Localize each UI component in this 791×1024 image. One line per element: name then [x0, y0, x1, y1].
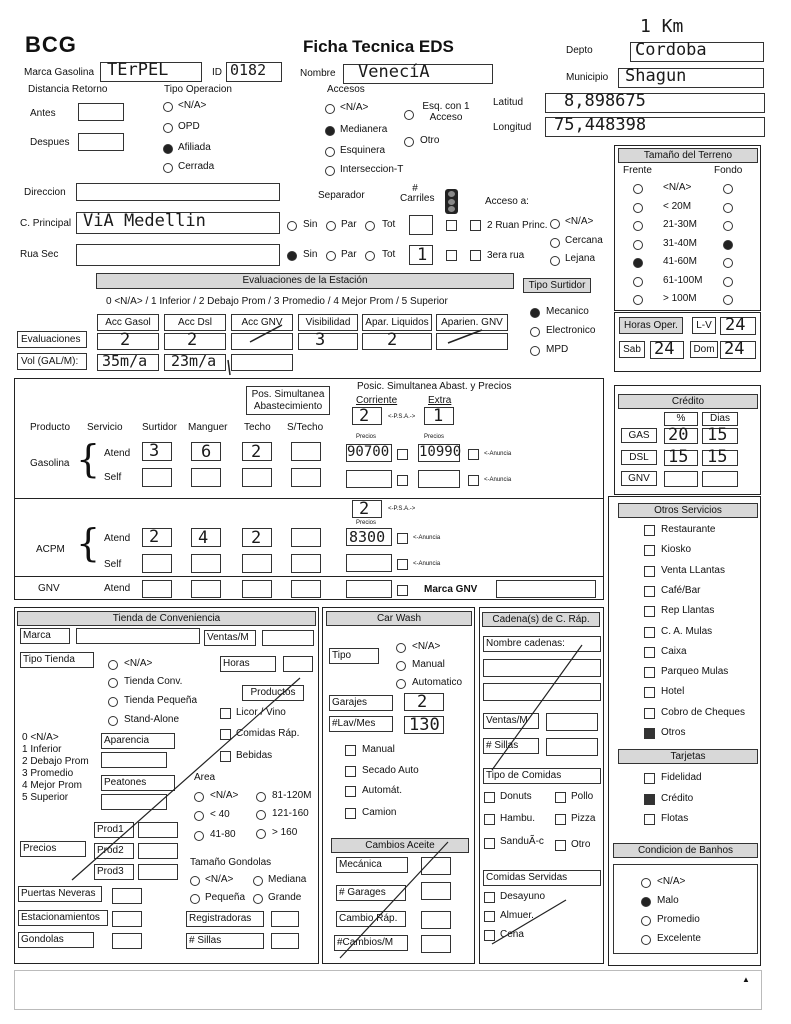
comida-item: Pollo [571, 791, 594, 802]
otros-item: Café/Bar [661, 584, 701, 596]
banhos-item: Promedio [657, 914, 700, 925]
marca-gnv-label: Marca GNV [424, 584, 478, 595]
dom-label: Dom [690, 341, 718, 358]
psa-label: <-P.S.A.-> [388, 414, 416, 420]
banhos-item: Excelente [657, 933, 701, 944]
despues-label: Despues [30, 137, 70, 148]
tipo-comidas-label: Tipo de Comidas [483, 768, 601, 784]
longitud-value: 75,448398 [554, 115, 647, 135]
corriente-label: Corriente [356, 395, 398, 406]
mecanica-label: Mecánica [336, 857, 408, 873]
otros-item: Cobro de Cheques [661, 706, 745, 718]
area-option: 41-80 [210, 829, 236, 840]
comida-item: Donuts [500, 791, 532, 802]
vol-value: 35m/a [102, 352, 148, 370]
tipo-tienda-label: Tipo Tienda [20, 652, 94, 668]
garages-label: # Garages [336, 885, 406, 901]
scale-4: 4 Mejor Prom [22, 780, 83, 791]
pen-strike-mark [72, 678, 300, 880]
tipo-tienda-option: Tienda Pequeña [124, 695, 198, 706]
carwash-item: Secado Auto [362, 765, 419, 776]
tienda-ventas-label: Ventas/M [204, 630, 256, 646]
gondolas-option: Pequeña [205, 892, 246, 903]
banhos-item: <N/A> [657, 876, 686, 887]
accesos-esq-label: Esq. con 1 Acceso [422, 101, 470, 123]
col-producto: Producto [30, 422, 71, 433]
prod3-label: Prod3 [94, 864, 134, 880]
pen-strike-mark [228, 360, 230, 375]
gnv-label: GNV [38, 583, 60, 594]
otros-item: Venta LLantas [661, 564, 725, 576]
eval-col-4: Apar. Liquidos [362, 314, 432, 331]
direccion-label: Direccion [24, 187, 66, 198]
scale-5: 5 Superior [22, 792, 69, 803]
otros-title: Otros Servicios [618, 503, 758, 518]
pos-simultanea-label: Pos. Simultanea Abastecimiento [246, 386, 330, 415]
tarjeta-item: Fidelidad [661, 772, 702, 783]
ruan-princ-label: 2 Ruan Princ. [487, 220, 548, 231]
precios-row-label: Precios [20, 841, 86, 857]
tipo-tienda-option: Stand-Alone [124, 714, 180, 725]
gondolas-title: Tamaño Gondolas [190, 857, 272, 868]
tarjetas-title: Tarjetas [618, 749, 758, 764]
tienda-title: Tienda de Conveniencia [17, 611, 316, 626]
par-label: Par [341, 249, 357, 260]
otros-item: Kiosko [661, 544, 692, 556]
terreno-option: 21-30M [663, 219, 697, 230]
accesos-option: Esquinera [340, 145, 386, 156]
accesos-label: Accesos [327, 84, 365, 95]
acpm-techo-value: 2 [251, 528, 262, 548]
prod-item: Licor / Vino [236, 707, 286, 718]
eval-col-3: Visibilidad [298, 314, 358, 331]
cadena-sillas-label: # Sillas [483, 738, 539, 754]
nombre-value: VenecíA [358, 62, 430, 82]
municipio-value: Shagun [625, 66, 687, 86]
comida-item: Pizza [571, 813, 596, 824]
acpm-surtidor-value: 2 [149, 527, 160, 547]
acpm-label: ACPM [36, 544, 65, 555]
credito-title: Crédito [618, 394, 758, 409]
tipo-tienda-option: <N/A> [124, 658, 153, 669]
psa-label: <-P.S.A.-> [388, 506, 416, 512]
tot-label: Tot [382, 219, 396, 230]
precios-label: Precios [424, 434, 445, 440]
lav-label: #Lav/Mes [329, 716, 393, 732]
acceso-option: Lejana [565, 253, 596, 264]
tipo-op-option: OPD [178, 121, 200, 132]
sin-label: Sin [303, 219, 318, 230]
sin-label: Sin [303, 249, 318, 260]
area-option: <N/A> [210, 790, 239, 801]
terreno-option: 41-60M [663, 256, 697, 267]
tipo-tienda-option: Tienda Conv. [124, 676, 183, 687]
terreno-option: <N/A> [663, 182, 692, 193]
scale-1: 1 Inferior [22, 744, 62, 755]
carriles-label: # Carriles [400, 183, 435, 204]
garajes-label: Garajes [329, 695, 393, 711]
tipo-op-option: Afiliada [178, 142, 211, 153]
credito-value: 15 [668, 447, 689, 467]
nombre-label: Nombre [300, 68, 336, 79]
tarjeta-item: Flotas [661, 813, 689, 824]
gas-surtidor-value: 3 [149, 441, 160, 461]
terreno-option: 61-100M [663, 274, 703, 286]
extra-label: Extra [428, 395, 452, 406]
municipio-label: Municipio [566, 72, 609, 83]
surtidor-option: Mecanico [546, 306, 589, 317]
pen-strike-mark [492, 645, 582, 770]
otros-item: Parqueo Mulas [661, 666, 729, 678]
marca-value: TErPEL [107, 60, 169, 80]
acceso-option: <N/A> [565, 216, 594, 227]
servidas-item: Almuer. [500, 910, 534, 921]
gas-precio-extra-value: 10990 [419, 444, 462, 460]
servidas-item: Cena [500, 929, 524, 940]
puertas-label: Puertas Neveras [18, 886, 102, 902]
eval-col-2: Acc GNV [231, 314, 293, 331]
estacionamientos-label: Estacionamientos [18, 910, 108, 926]
anuncia-label: <-Anuncia [413, 561, 441, 567]
cadena-ventas-label: Ventas/M [483, 713, 539, 729]
latitud-label: Latitud [493, 97, 524, 108]
credito-row-gas-label: GAS [621, 428, 657, 443]
lv-label: L-V [692, 317, 716, 334]
carwash-item: Automát. [362, 785, 403, 796]
gondolas-option: Mediana [268, 874, 307, 885]
aparencia-label: Aparencia [101, 733, 175, 749]
carwash-title: Car Wash [326, 611, 472, 626]
fondo-label: Fondo [714, 165, 743, 176]
pen-strike-mark [492, 900, 566, 944]
frente-label: Frente [623, 165, 652, 176]
otros-item: Otros [661, 727, 686, 738]
tarjeta-item: Crédito [661, 792, 694, 804]
tipo-operacion-label: Tipo Operacion [164, 84, 232, 95]
longitud-label: Longitud [493, 122, 532, 133]
precios-label: Precios [356, 434, 377, 440]
horas-label: Horas Oper. [619, 317, 683, 334]
sab-label: Sab [619, 341, 645, 358]
cambio-rap-label: Cambio Ráp. [336, 911, 406, 927]
banhos-title: Condicion de Banhos [613, 843, 758, 858]
eval-col-0: Acc Gasol [97, 314, 159, 331]
col-s-techo: S/Techo [287, 422, 324, 433]
gondolas-label: Gondolas [18, 932, 94, 948]
scale-2: 2 Debajo Prom [22, 756, 89, 767]
atend-label: Atend [104, 448, 131, 459]
precios-label: Precios [356, 520, 377, 526]
eval-value: 3 [315, 330, 326, 350]
gas-manguer-value: 6 [201, 442, 212, 462]
corriente-psa-value: 2 [359, 406, 370, 426]
pen-strike-mark [250, 325, 282, 342]
acpm-precio-value: 8300 [349, 528, 386, 546]
carwash-option: Manual [412, 659, 445, 670]
area-option: 121-160 [272, 808, 309, 819]
id-label: ID [212, 67, 222, 78]
carwash-item: Camion [362, 807, 397, 818]
otros-item: C. A. Mulas [661, 625, 713, 637]
atend-label: Atend [104, 533, 131, 544]
gasolina-label: Gasolina [30, 458, 70, 469]
gas-techo-value: 2 [251, 442, 262, 462]
credito-row-dsl-label: DSL [621, 450, 657, 465]
otros-item: Restaurante [661, 524, 716, 535]
tot-label: Tot [382, 249, 396, 260]
credito-value: 15 [707, 425, 728, 445]
principal-value: ViA Medellin [83, 211, 206, 231]
posic-label: Posic. Simultanea Abast. y Precios [357, 381, 512, 392]
nombre-cadenas-label: Nombre cadenas: [483, 636, 601, 652]
comida-item: Hambu. [500, 813, 536, 824]
self-label: Self [104, 559, 122, 570]
col-surtidor: Surtidor [142, 422, 178, 433]
sab-value: 24 [654, 339, 675, 359]
gasolina-brace: { [76, 437, 101, 481]
anuncia-label: <-Anuncia [484, 477, 512, 483]
retorno-label: Distancia Retorno [28, 84, 108, 95]
comida-item: Otro [571, 839, 591, 850]
cambios-mes-label: #Cambios/M [334, 935, 408, 951]
terreno-option: 31-40M [663, 237, 697, 249]
carwash-tipo-label: Tipo [329, 648, 379, 664]
self-label: Self [104, 472, 122, 483]
prod-item: Bebidas [236, 750, 273, 761]
eval-value: 2 [387, 330, 398, 350]
otros-item: Hotel [661, 686, 685, 698]
col-manguer: Manguer [188, 422, 228, 433]
evaluaciones-title: Evaluaciones de la Estación [96, 273, 514, 289]
acpm-manguer-value: 4 [198, 528, 209, 548]
otros-item: Caixa [661, 645, 687, 657]
cadena-title: Cadena(s) de C. Ráp. [482, 612, 600, 627]
pen-strike-mark [340, 842, 448, 958]
pen-strike-mark [448, 330, 482, 343]
latitud-value: 8,898675 [564, 91, 646, 111]
extra-psa-value: 1 [433, 406, 444, 426]
anuncia-label: <-Anuncia [413, 535, 441, 541]
acceso-option: Cercana [565, 235, 603, 246]
credito-pct-header: % [664, 412, 698, 426]
vol-value: 23m/a [171, 352, 217, 370]
area-label: Area [194, 772, 216, 783]
separador-label: Separador [318, 190, 365, 201]
vol-row-label: Vol (GAL/M): [17, 353, 87, 370]
carwash-item: Manual [362, 744, 395, 755]
carwash-option: Automatico [412, 677, 463, 688]
credito-dias-header: Dias [702, 412, 738, 426]
prod2-label: Prod2 [94, 843, 134, 859]
banhos-item: Malo [657, 895, 679, 906]
surtidor-option: MPD [546, 344, 569, 355]
prod-item: Comidas Ráp. [236, 728, 300, 739]
logo: BCG [25, 32, 77, 57]
antes-label: Antes [30, 108, 56, 119]
tienda-sillas-label: # Sillas [186, 933, 264, 949]
scale-0: 0 <N/A> [22, 732, 59, 743]
gas-precio-corr-value: 90700 [347, 444, 390, 460]
atend-label: Atend [104, 583, 131, 594]
prod1-label: Prod1 [94, 822, 134, 838]
eval-value: 2 [187, 330, 198, 350]
gondolas-option: Grande [268, 892, 302, 903]
lav-value: 130 [409, 715, 440, 735]
tera-rua-label: 3era rua [487, 250, 525, 261]
credito-value: 15 [707, 447, 728, 467]
surtidor-option: Electronico [546, 325, 596, 336]
area-option: > 160 [272, 827, 298, 838]
eval-col-1: Acc Dsl [164, 314, 226, 331]
terreno-option: < 20M [663, 200, 692, 212]
accesos-option: <N/A> [340, 102, 369, 113]
garajes-value: 2 [417, 692, 428, 712]
lv-value: 24 [725, 315, 746, 335]
aceite-title: Cambios Aceite [331, 838, 469, 853]
marca-label: Marca Gasolina [24, 67, 95, 78]
credito-value: 20 [668, 425, 689, 445]
gondolas-option: <N/A> [205, 874, 234, 885]
dom-value: 24 [724, 339, 745, 359]
otros-item: Rep Llantas [661, 605, 715, 617]
area-option: 81-120M [272, 790, 312, 801]
anuncia-label: <-Anuncia [484, 451, 512, 457]
tienda-marca-label: Marca [20, 628, 70, 644]
productos-label: Productos [242, 685, 304, 701]
accesos-option: Interseccion-T [340, 164, 404, 175]
par-label: Par [341, 219, 357, 230]
col-servicio: Servicio [87, 422, 123, 433]
col-techo: Techo [244, 422, 271, 433]
eval-col-5: Aparien. GNV [436, 314, 508, 331]
eval-row-label: Evaluaciones [17, 331, 87, 348]
scroll-arrow-icon: ▲ [742, 975, 750, 984]
acpm-brace: { [76, 521, 101, 565]
acpm-psa-value: 2 [359, 499, 370, 519]
terreno-option: > 100M [663, 293, 697, 304]
evaluaciones-scale: 0 <N/A> / 1 Inferior / 2 Debajo Prom / 3 Promedio / 4 Mejor Prom / 5 Superior [106, 296, 448, 307]
servidas-item: Desayuno [500, 891, 546, 902]
scale-3: 3 Promedio [22, 768, 74, 779]
terreno-title: Tamaño del Terreno [618, 148, 758, 163]
sec-carriles-value: 1 [417, 245, 428, 265]
tipo-op-option: <N/A> [178, 100, 207, 111]
surtidor-title: Tipo Surtidor [523, 278, 591, 293]
rua-sec-label: Rua Sec [20, 249, 59, 260]
page-title: Ficha Tecnica EDS [303, 37, 454, 56]
eval-value: 2 [120, 330, 131, 350]
depto-label: Depto [566, 45, 593, 56]
principal-label: C. Principal [20, 218, 72, 229]
registradoras-label: Registradoras [186, 911, 264, 927]
accesos-otro-label: Otro [420, 135, 440, 146]
tienda-horas-label: Horas [220, 656, 276, 672]
area-option: < 40 [210, 809, 230, 820]
distance-note: 1 Km [640, 16, 684, 37]
accesos-option: Medianera [340, 124, 388, 135]
acceso-a-label: Acceso a: [485, 196, 529, 207]
depto-value: Cordoba [635, 40, 707, 60]
peatones-label: Peatones [101, 775, 175, 791]
carwash-option: <N/A> [412, 641, 441, 652]
credito-row-gnv-label: GNV [621, 471, 657, 486]
servidas-label: Comidas Servidas [483, 870, 601, 886]
comida-item: SanduÃ-c [500, 836, 544, 847]
id-value: 0182 [230, 61, 267, 79]
tipo-op-option: Cerrada [178, 161, 215, 172]
